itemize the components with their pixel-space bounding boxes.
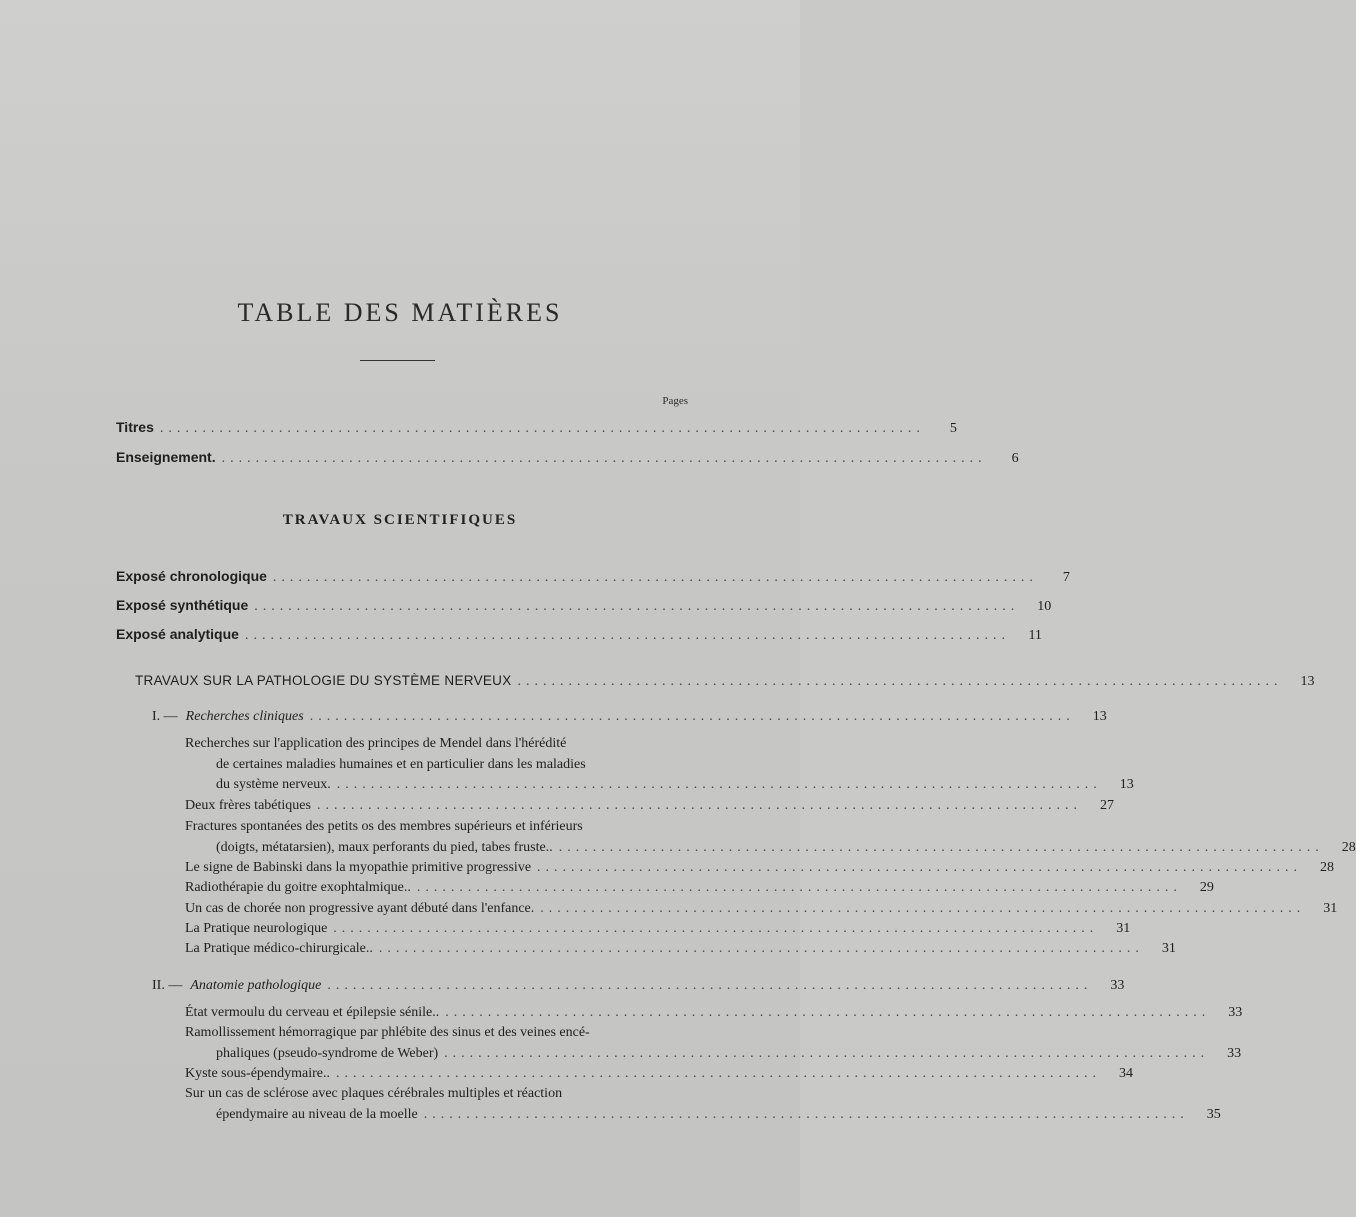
toc-page-number: 10: [1037, 599, 1052, 614]
toc-label: Titres: [116, 419, 154, 435]
toc-row-enseignement: [116, 447, 1019, 469]
dot-leader: ..........................................................................................: [336, 1066, 1102, 1081]
toc-page-number: 31: [1323, 901, 1338, 916]
dot-leader: ..........................................................................................: [309, 709, 1075, 724]
toc-label: La Pratique neurologique: [185, 921, 328, 936]
toc-row-mendel: [216, 775, 1134, 795]
dot-leader: ..........................................................................................: [316, 798, 1082, 813]
toc-label: Le signe de Babinski dans la myopathie primitive progressive: [185, 860, 532, 875]
toc-label: Un cas de chorée non progressive ayant débuté dans l'enfance.: [185, 901, 535, 916]
dot-leader: ..........................................................................................: [517, 674, 1283, 689]
toc-row-expose-analytique: [116, 624, 1042, 646]
toc-page-number: 33: [1228, 1005, 1243, 1020]
toc-label: Exposé synthétique: [116, 597, 249, 613]
toc-row-sclerose: [216, 1105, 1221, 1125]
dot-leader: ..........................................................................................: [244, 628, 1010, 643]
toc-label: La Pratique médico-chirurgicale..: [185, 941, 373, 956]
toc-label: Radiothérapie du goitre exophtalmique..: [185, 880, 411, 895]
toc-row-expose-synthetique: [116, 595, 1052, 617]
toc-page-number: 5: [949, 421, 957, 436]
toc-page-number: 31: [1116, 921, 1131, 936]
toc-label: Deux frères tabétiques: [185, 798, 311, 813]
part-number: I. —: [152, 709, 178, 724]
toc-row-pratique-neurologique: [185, 919, 1131, 939]
toc-label: Recherches cliniques: [185, 709, 304, 724]
toc-page-number: 13: [1119, 777, 1134, 792]
toc-row-tabetiques: [185, 796, 1114, 816]
toc-page-number: 7: [1062, 570, 1070, 585]
toc-row-etat-vermoulu: [185, 1003, 1243, 1023]
dot-leader: ..........................................................................................: [558, 840, 1324, 855]
toc-page-number: 13: [1300, 674, 1315, 689]
toc-label: Exposé chronologique: [116, 568, 267, 584]
toc-row-fractures: [216, 838, 1356, 858]
toc-row-part2: [152, 976, 1125, 996]
toc-page-number: 27: [1099, 798, 1114, 813]
dot-leader: ..........................................................................................: [378, 941, 1144, 956]
entry-text: Sur un cas de sclérose avec plaques cérébrales multiples et réaction: [185, 1086, 563, 1101]
toc-label: phaliques (pseudo-syndrome de Weber): [216, 1046, 439, 1061]
dot-leader: ..........................................................................................: [416, 880, 1182, 895]
toc-label: du système nerveux.: [216, 777, 331, 792]
toc-page-number: 28: [1320, 860, 1335, 875]
toc-label: État vermoulu du cerveau et épilepsie sénile..: [185, 1005, 440, 1020]
toc-page-number: 29: [1199, 880, 1214, 895]
toc-page-number: 35: [1206, 1107, 1221, 1122]
toc-row-babinski: [185, 858, 1335, 878]
title-rule: [360, 360, 435, 361]
section-heading: TRAVAUX SCIENTIFIQUES: [282, 512, 518, 528]
toc-row-pathologie: [135, 671, 1315, 692]
toc-page-number: 34: [1119, 1066, 1134, 1081]
toc-page-number: 33: [1110, 978, 1125, 993]
toc-row-ramollissement: [216, 1044, 1242, 1064]
dot-leader: ..........................................................................................: [444, 1046, 1210, 1061]
dot-leader: ..........................................................................................: [423, 1107, 1189, 1122]
dot-leader: ..........................................................................................: [540, 901, 1306, 916]
entry-text: Ramollissement hémorragique par phlébite des sinus et des veines encé-: [185, 1025, 590, 1040]
toc-label: épendymaire au niveau de la moelle: [216, 1107, 418, 1122]
toc-page-number: 11: [1028, 628, 1042, 643]
toc-row-radiotherapie: [185, 878, 1214, 898]
dot-leader: ..........................................................................................: [537, 860, 1303, 875]
toc-page-number: 31: [1161, 941, 1176, 956]
entry-text: Fractures spontanées des petits os des membres supérieurs et inférieurs: [185, 819, 583, 834]
dot-leader: ..........................................................................................: [327, 978, 1093, 993]
toc-page-number: 28: [1341, 840, 1356, 855]
part-number: II. —: [152, 978, 183, 993]
toc-row-expose-chronologique: [116, 566, 1070, 588]
dot-leader: ..........................................................................................: [445, 1005, 1211, 1020]
dot-leader: ..........................................................................................: [272, 570, 1038, 585]
toc-row-part1: [152, 707, 1107, 727]
dot-leader: ..........................................................................................: [254, 599, 1020, 614]
toc-page-number: 13: [1092, 709, 1107, 724]
page-title: TABLE DES MATIÈRES: [237, 298, 563, 327]
dot-leader: ..........................................................................................: [159, 421, 925, 436]
toc-label: Exposé analytique: [116, 626, 239, 642]
toc-label: TRAVAUX SUR LA PATHOLOGIE DU SYSTÈME NERVEUX: [135, 673, 512, 688]
dot-leader: ..........................................................................................: [221, 451, 987, 466]
toc-row-pratique-medico: [185, 939, 1176, 959]
toc-row-choree: [185, 899, 1338, 919]
dot-leader: ..........................................................................................: [336, 777, 1102, 792]
pages-column-header: Pages: [662, 395, 688, 407]
dot-leader: ..........................................................................................: [333, 921, 1099, 936]
entry-text: de certaines maladies humaines et en particulier dans les maladies: [216, 757, 586, 772]
toc-label: (doigts, métatarsien), maux perforants du pied, tabes fruste..: [216, 840, 553, 855]
toc-label: Enseignement.: [116, 449, 216, 465]
toc-row-kyste: [185, 1064, 1134, 1084]
entry-text: Recherches sur l'application des principes de Mendel dans l'hérédité: [185, 736, 567, 751]
toc-page-number: 6: [1011, 451, 1019, 466]
toc-page-number: 33: [1227, 1046, 1242, 1061]
toc-row-titres: [116, 417, 957, 439]
toc-label: Kyste sous-épendymaire..: [185, 1066, 331, 1081]
toc-label: Anatomie pathologique: [190, 978, 322, 993]
